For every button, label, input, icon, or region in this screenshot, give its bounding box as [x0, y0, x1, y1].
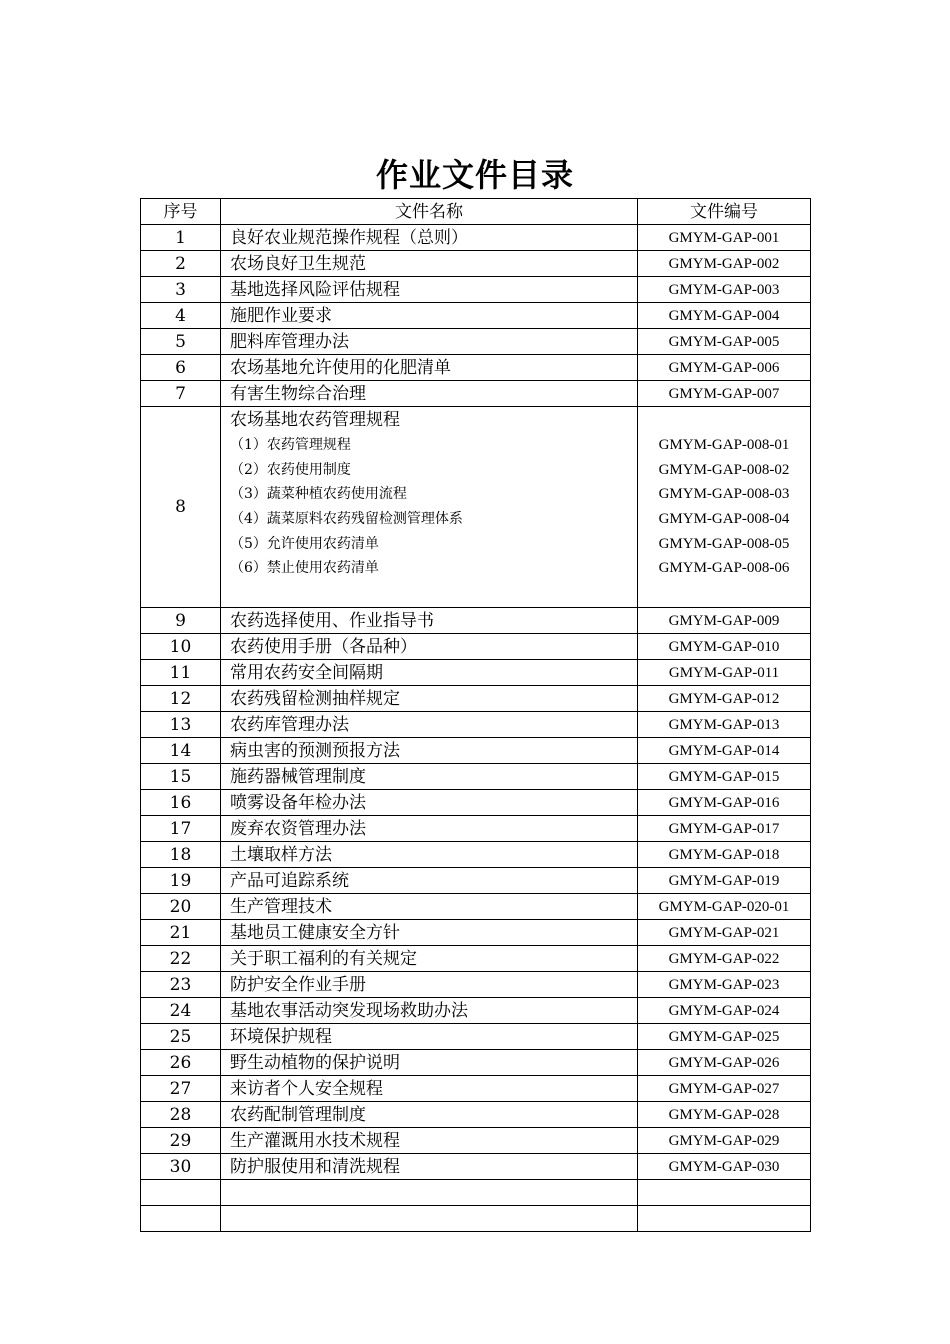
row-no: 18 [141, 842, 221, 868]
table-row [141, 764, 811, 790]
table-row [141, 946, 811, 972]
row-code: GMYM-GAP-009 [638, 608, 811, 634]
row-name: 防护服使用和清洗规程 [221, 1154, 638, 1180]
row-name: 产品可追踪系统 [221, 868, 638, 894]
row-no: 2 [141, 251, 221, 277]
row-code: GMYM-GAP-001 [638, 225, 811, 251]
row-name: 常用农药安全间隔期 [221, 660, 638, 686]
row-name: 生产灌溉用水技术规程 [221, 1128, 638, 1154]
row-no: 20 [141, 894, 221, 920]
row-name: 关于职工福利的有关规定 [221, 946, 638, 972]
row-no: 22 [141, 946, 221, 972]
row-name: 农药库管理办法 [221, 712, 638, 738]
table-row [141, 972, 811, 998]
row-code: GMYM-GAP-004 [638, 303, 811, 329]
table-row [141, 998, 811, 1024]
row-no: 9 [141, 608, 221, 634]
table-row [141, 842, 811, 868]
subitem-name: （4）蔬菜原料农药残留检测管理体系 [230, 511, 463, 528]
row-code-group [638, 407, 811, 608]
subitem-name: （1）农药管理规程 [230, 437, 351, 453]
row-name: 有害生物综合治理 [221, 381, 638, 407]
row-code: GMYM-GAP-025 [638, 1024, 811, 1050]
row-name: 良好农业规范操作规程（总则） [221, 225, 638, 251]
row-no: 3 [141, 277, 221, 303]
row-name: 土壤取样方法 [221, 842, 638, 868]
subitem-name: （6）禁止使用农药清单 [230, 560, 379, 577]
row-no: 26 [141, 1050, 221, 1076]
row-name: 农药选择使用、作业指导书 [221, 608, 638, 634]
table-row [141, 686, 811, 712]
table-row [141, 1154, 811, 1180]
row-code: GMYM-GAP-018 [638, 842, 811, 868]
row-name: 施药器械管理制度 [221, 764, 638, 790]
row-name: 施肥作业要求 [221, 303, 638, 329]
row-code: GMYM-GAP-014 [638, 738, 811, 764]
empty-cell [638, 1206, 811, 1232]
row-no: 12 [141, 686, 221, 712]
row-code: GMYM-GAP-020-01 [638, 894, 811, 920]
table-row [141, 608, 811, 634]
table-row [141, 303, 811, 329]
subitem-name: （2）农药使用制度 [230, 461, 351, 478]
table-row [141, 634, 811, 660]
row-code: GMYM-GAP-012 [638, 686, 811, 712]
row-code: GMYM-GAP-005 [638, 329, 811, 355]
row-no: 13 [141, 712, 221, 738]
row-name: 农场基地允许使用的化肥清单 [221, 355, 638, 381]
table-row [141, 329, 811, 355]
table-row [141, 660, 811, 686]
row-no: 23 [141, 972, 221, 998]
subitem-code: GMYM-GAP-008-05 [658, 535, 790, 552]
table-row [141, 277, 811, 303]
row-no: 27 [141, 1076, 221, 1102]
table-row [141, 920, 811, 946]
row-code: GMYM-GAP-006 [638, 355, 811, 381]
row-name: 基地选择风险评估规程 [221, 277, 638, 303]
row-code: GMYM-GAP-026 [638, 1050, 811, 1076]
row-no: 10 [141, 634, 221, 660]
row-no: 15 [141, 764, 221, 790]
header-name: 文件名称 [221, 199, 638, 225]
row-code: GMYM-GAP-027 [638, 1076, 811, 1102]
row-name: 病虫害的预测预报方法 [221, 738, 638, 764]
subitem-code: GMYM-GAP-008-01 [658, 437, 790, 453]
row-name: 生产管理技术 [221, 894, 638, 920]
row-no: 19 [141, 868, 221, 894]
row-name: 农药残留检测抽样规定 [221, 686, 638, 712]
row-code: GMYM-GAP-015 [638, 764, 811, 790]
row-no: 14 [141, 738, 221, 764]
row-no: 8 [141, 407, 221, 608]
row-code: GMYM-GAP-010 [638, 634, 811, 660]
row-code: GMYM-GAP-023 [638, 972, 811, 998]
table-row [141, 355, 811, 381]
row-code: GMYM-GAP-030 [638, 1154, 811, 1180]
table-row [141, 868, 811, 894]
subitem-code: GMYM-GAP-008-03 [658, 486, 790, 503]
row-name: 废弃农资管理办法 [221, 816, 638, 842]
row-no: 21 [141, 920, 221, 946]
row-no: 25 [141, 1024, 221, 1050]
table-row [141, 790, 811, 816]
row-name: 基地农事活动突发现场救助办法 [221, 998, 638, 1024]
row-no: 11 [141, 660, 221, 686]
row-code: GMYM-GAP-022 [638, 946, 811, 972]
row-name: 环境保护规程 [221, 1024, 638, 1050]
row-code: GMYM-GAP-011 [638, 660, 811, 686]
empty-row [141, 1180, 811, 1206]
table-row [141, 816, 811, 842]
row-name: 防护安全作业手册 [221, 972, 638, 998]
table-row [141, 1050, 811, 1076]
row-code: GMYM-GAP-013 [638, 712, 811, 738]
row-no: 28 [141, 1102, 221, 1128]
row-no: 6 [141, 355, 221, 381]
row-name: 肥料库管理办法 [221, 329, 638, 355]
table-row [141, 712, 811, 738]
empty-cell [221, 1206, 638, 1232]
subitem-code: GMYM-GAP-008-04 [658, 511, 790, 528]
document-table [140, 198, 811, 1232]
row-name: 基地员工健康安全方针 [221, 920, 638, 946]
row-code: GMYM-GAP-029 [638, 1128, 811, 1154]
table-row [141, 251, 811, 277]
row-code: GMYM-GAP-024 [638, 998, 811, 1024]
row-no: 24 [141, 998, 221, 1024]
empty-cell [638, 1180, 811, 1206]
row-name: 农场基地农药管理规程 [230, 410, 400, 430]
row-code: GMYM-GAP-002 [638, 251, 811, 277]
row-code: GMYM-GAP-021 [638, 920, 811, 946]
table-row [141, 225, 811, 251]
subitem-code: GMYM-GAP-008-02 [658, 461, 790, 478]
subitem-name: （3）蔬菜种植农药使用流程 [230, 486, 407, 503]
row-name: 来访者个人安全规程 [221, 1076, 638, 1102]
table-row [141, 1102, 811, 1128]
row-no: 5 [141, 329, 221, 355]
row-no: 16 [141, 790, 221, 816]
empty-cell [141, 1206, 221, 1232]
table-row [141, 1024, 811, 1050]
table-row [141, 894, 811, 920]
row-name: 农场良好卫生规范 [221, 251, 638, 277]
row-no: 7 [141, 381, 221, 407]
table-header-row [141, 199, 811, 225]
row-no: 17 [141, 816, 221, 842]
row-code: GMYM-GAP-003 [638, 277, 811, 303]
row-no: 1 [141, 225, 221, 251]
table-row-8 [141, 407, 811, 608]
empty-cell [221, 1180, 638, 1206]
table-row [141, 381, 811, 407]
header-code: 文件编号 [638, 199, 811, 225]
row-name: 农药配制管理制度 [221, 1102, 638, 1128]
row-name: 野生动植物的保护说明 [221, 1050, 638, 1076]
page-title: 作业文件目录 [375, 156, 574, 194]
row-name: 喷雾设备年检办法 [221, 790, 638, 816]
empty-row [141, 1206, 811, 1232]
row-code: GMYM-GAP-017 [638, 816, 811, 842]
row-code: GMYM-GAP-007 [638, 381, 811, 407]
row-code: GMYM-GAP-028 [638, 1102, 811, 1128]
row-code: GMYM-GAP-016 [638, 790, 811, 816]
empty-cell [141, 1180, 221, 1206]
table-row [141, 738, 811, 764]
row-no: 30 [141, 1154, 221, 1180]
header-no: 序号 [141, 199, 221, 225]
row-no: 4 [141, 303, 221, 329]
row-name-group [221, 407, 638, 608]
table-row [141, 1076, 811, 1102]
subitem-name: （5）允许使用农药清单 [230, 535, 379, 552]
row-no: 29 [141, 1128, 221, 1154]
subitem-code: GMYM-GAP-008-06 [658, 560, 790, 577]
row-name: 农药使用手册（各品种） [221, 634, 638, 660]
row-code: GMYM-GAP-019 [638, 868, 811, 894]
table-row [141, 1128, 811, 1154]
